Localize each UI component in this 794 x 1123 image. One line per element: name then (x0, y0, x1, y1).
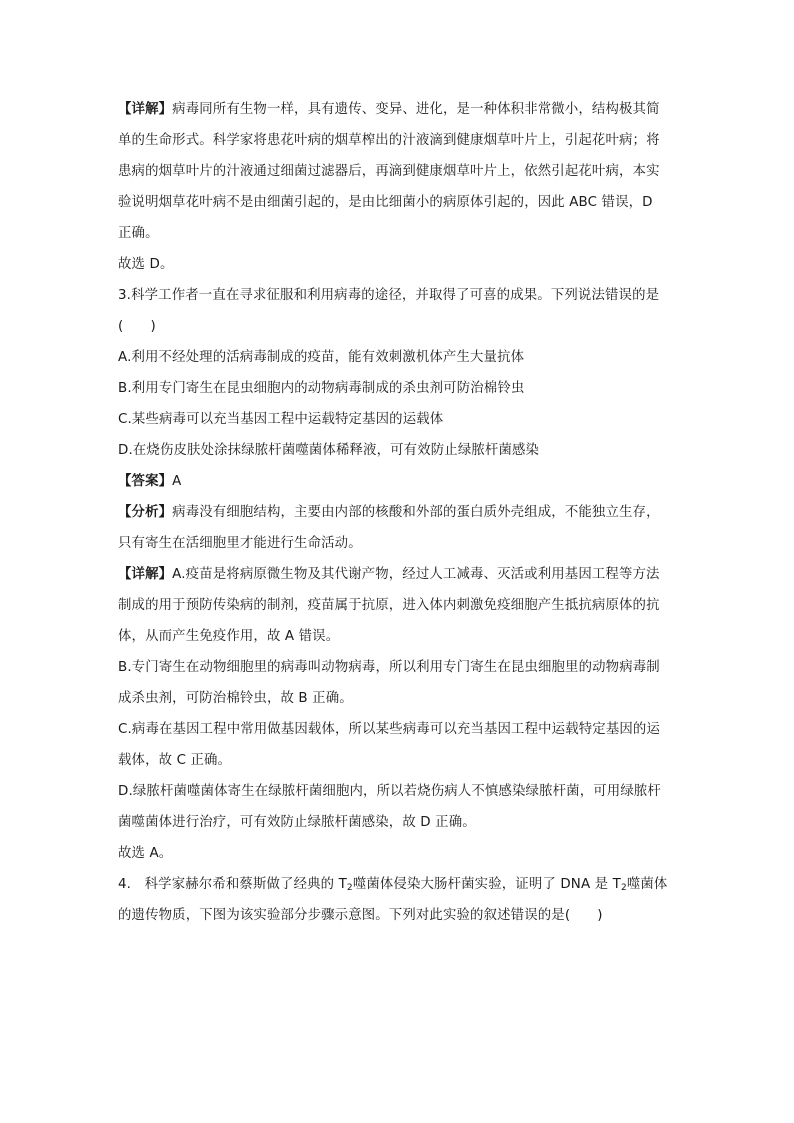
detail-line: 单的生命形式。科学家将患花叶病的烟草榨出的汁液滴到健康烟草叶片上，引起花叶病；将 (118, 133, 660, 148)
detail-line: 正确。 (118, 226, 159, 241)
option-c: C.某些病毒可以充当基因工程中运载特定基因的运载体 (118, 412, 444, 427)
detail-line: 患病的烟草叶片的汁液通过细菌过滤器后，再滴到健康烟草叶片上，依然引起花叶病，本实 (118, 164, 660, 179)
option-d: D.在烧伤皮肤处涂抹绿脓杆菌噬菌体稀释液，可有效防止绿脓杆菌感染 (118, 443, 540, 458)
detail-line: B.专门寄生在动物细胞里的病毒叫动物病毒，所以利用专门寄生在昆虫细胞里的动物病毒制 (118, 660, 660, 675)
detail-line: D.绿脓杆菌噬菌体寄生在绿脓杆菌细胞内，所以若烧伤病人不慎感染绿脓杆菌，可用绿脓杆 (118, 784, 661, 799)
detail-tag: 【详解】 (118, 567, 173, 582)
question-stem: ( ) (118, 319, 156, 334)
detail-line: 成杀虫剂，可防治棉铃虫，故 B 正确。 (118, 691, 353, 706)
subscript: 2 (620, 883, 627, 893)
question-stem: 的遗传物质，下图为该实验部分步骤示意图。下列对此实验的叙述错误的是( ) (118, 908, 603, 923)
analysis-line: 只有寄生在活细胞里才能进行生命活动。 (118, 536, 362, 551)
choice-line: 故选 D。 (118, 257, 174, 272)
detail-line: 载体，故 C 正确。 (118, 753, 232, 768)
question-stem: 3.科学工作者一直在寻求征服和利用病毒的途径，并取得了可喜的成果。下列说法错误的是 (118, 288, 660, 303)
detail-line: 体，从而产生免疫作用，故 A 错误。 (118, 629, 340, 644)
detail-line: 菌噬菌体进行治疗，可有效防止绿脓杆菌感染，故 D 正确。 (118, 815, 476, 830)
detail-line: 【详解】A.疫苗是将病原微生物及其代谢产物，经过人工减毒、灭活或利用基因工程等方法 (118, 567, 660, 582)
option-b: B.利用专门寄生在昆虫细胞内的动物病毒制成的杀虫剂可防治棉铃虫 (118, 381, 525, 396)
detail-line: 【详解】病毒同所有生物一样，具有遗传、变异、进化，是一种体积非常微小，结构极其简 (118, 102, 660, 117)
analysis-line: 【分析】病毒没有细胞结构，主要由内部的核酸和外部的蛋白质外壳组成，不能独立生存， (118, 505, 660, 520)
detail-line: C.病毒在基因工程中常用做基因载体，所以某些病毒可以充当基因工程中运载特定基因的运 (118, 722, 660, 737)
analysis-tag: 【分析】 (118, 505, 173, 520)
subscript: 2 (346, 883, 353, 893)
answer-tag: 【答案】 (118, 474, 173, 489)
detail-line: 验说明烟草花叶病不是由细菌引起的，是由比细菌小的病原体引起的，因此 ABC 错误，D (118, 195, 653, 210)
document-page (118, 94, 678, 931)
detail-tag: 【详解】 (118, 102, 173, 117)
answer-line: 【答案】A (118, 474, 182, 489)
detail-line: 制成的用于预防传染病的制剂，疫苗属于抗原，进入体内刺激免疫细胞产生抵抗病原体的抗 (118, 598, 660, 613)
option-a: A.利用不经处理的活病毒制成的疫苗，能有效刺激机体产生大量抗体 (118, 350, 525, 365)
question-stem: 4. 科学家赫尔希和蔡斯做了经典的 $T_2$噬菌体侵染大肠杆菌实验，证明了 DNA 是 $T_2$噬菌体 (118, 877, 668, 893)
choice-line: 故选 A。 (118, 846, 173, 861)
